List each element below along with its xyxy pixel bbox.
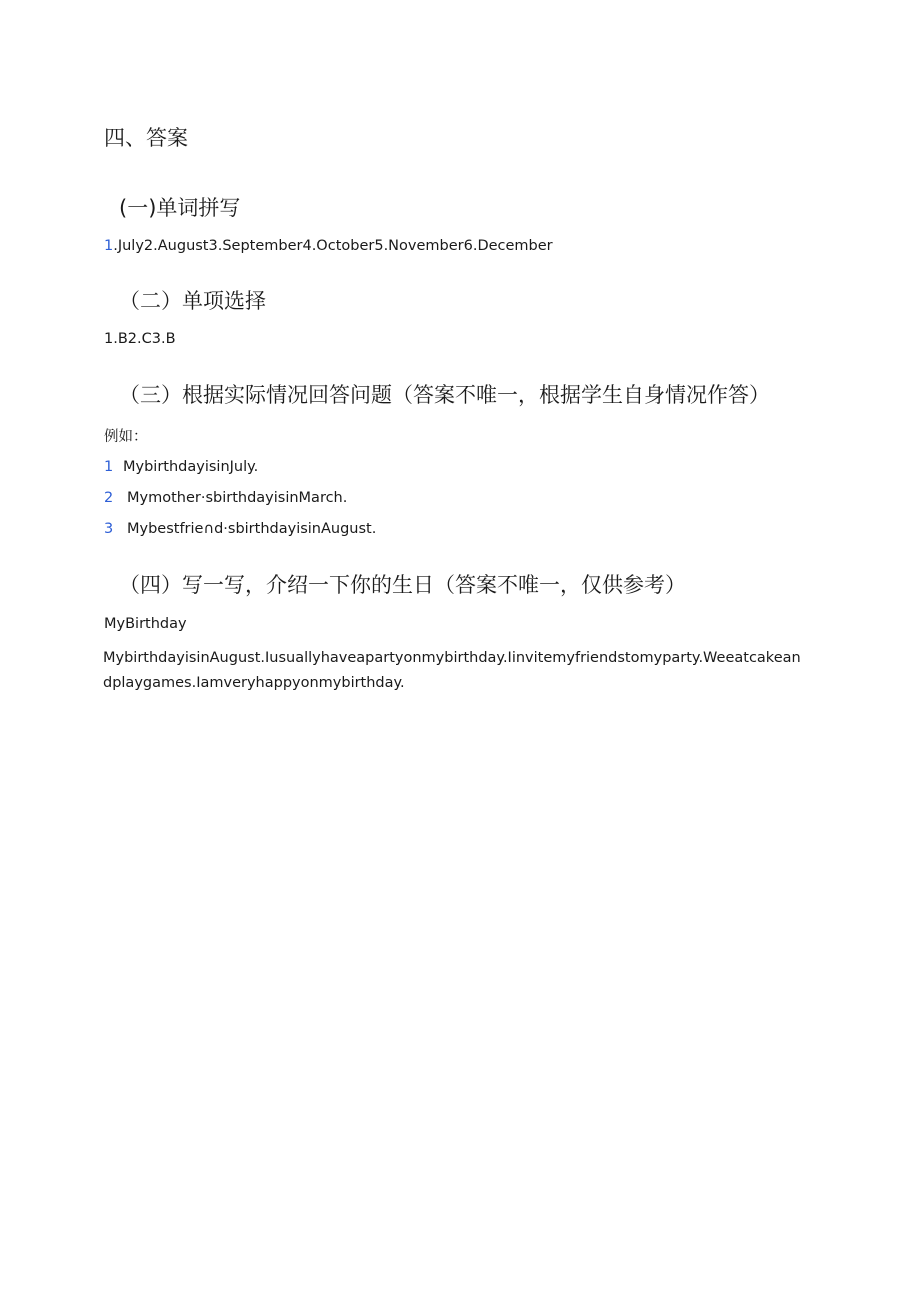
section-writing-title: （四）写一写，介绍一下你的生日（答案不唯一，仅供参考） [119,573,686,597]
section-questions-title: （三）根据实际情况回答问题（答案不唯一，根据学生自身情况作答） [119,383,770,407]
list-item [104,490,347,506]
spelling-answer-number: 1 [104,238,114,254]
list-item-text: MybirthdayisinJuly. [123,459,259,475]
list-item-number: 3 [104,521,114,537]
essay-text: MybirthdayisinAugust.Iusuallyhaveapartyonmybirthday.Iinvitemyfriendstomyparty.Weeatcakeandplaygames.Iamveryhappyonmybirthday. [103,650,801,691]
list-item-text: Mybestfrie∩d·sbirthdayisinAugust. [127,521,377,537]
list-item [104,459,258,475]
section-choice-title: （二）单项选择 [119,289,266,313]
list-item [104,521,376,537]
list-item-text: Mymother·sbirthdayisinMarch. [127,490,348,506]
spelling-answer-text: .July2.August3.September4.October5.November6.December [113,238,553,254]
list-item-number: 2 [104,490,114,506]
choice-answer: 1.B2.C3.B [104,331,176,347]
essay-title: MyBirthday [104,616,187,632]
questions-intro: 例如： [104,429,148,445]
answers-heading: 四、答案 [104,126,188,150]
spelling-answer [104,238,553,254]
section-spelling-title: (一)单词拼写 [119,196,241,220]
list-item-number: 1 [104,459,114,475]
